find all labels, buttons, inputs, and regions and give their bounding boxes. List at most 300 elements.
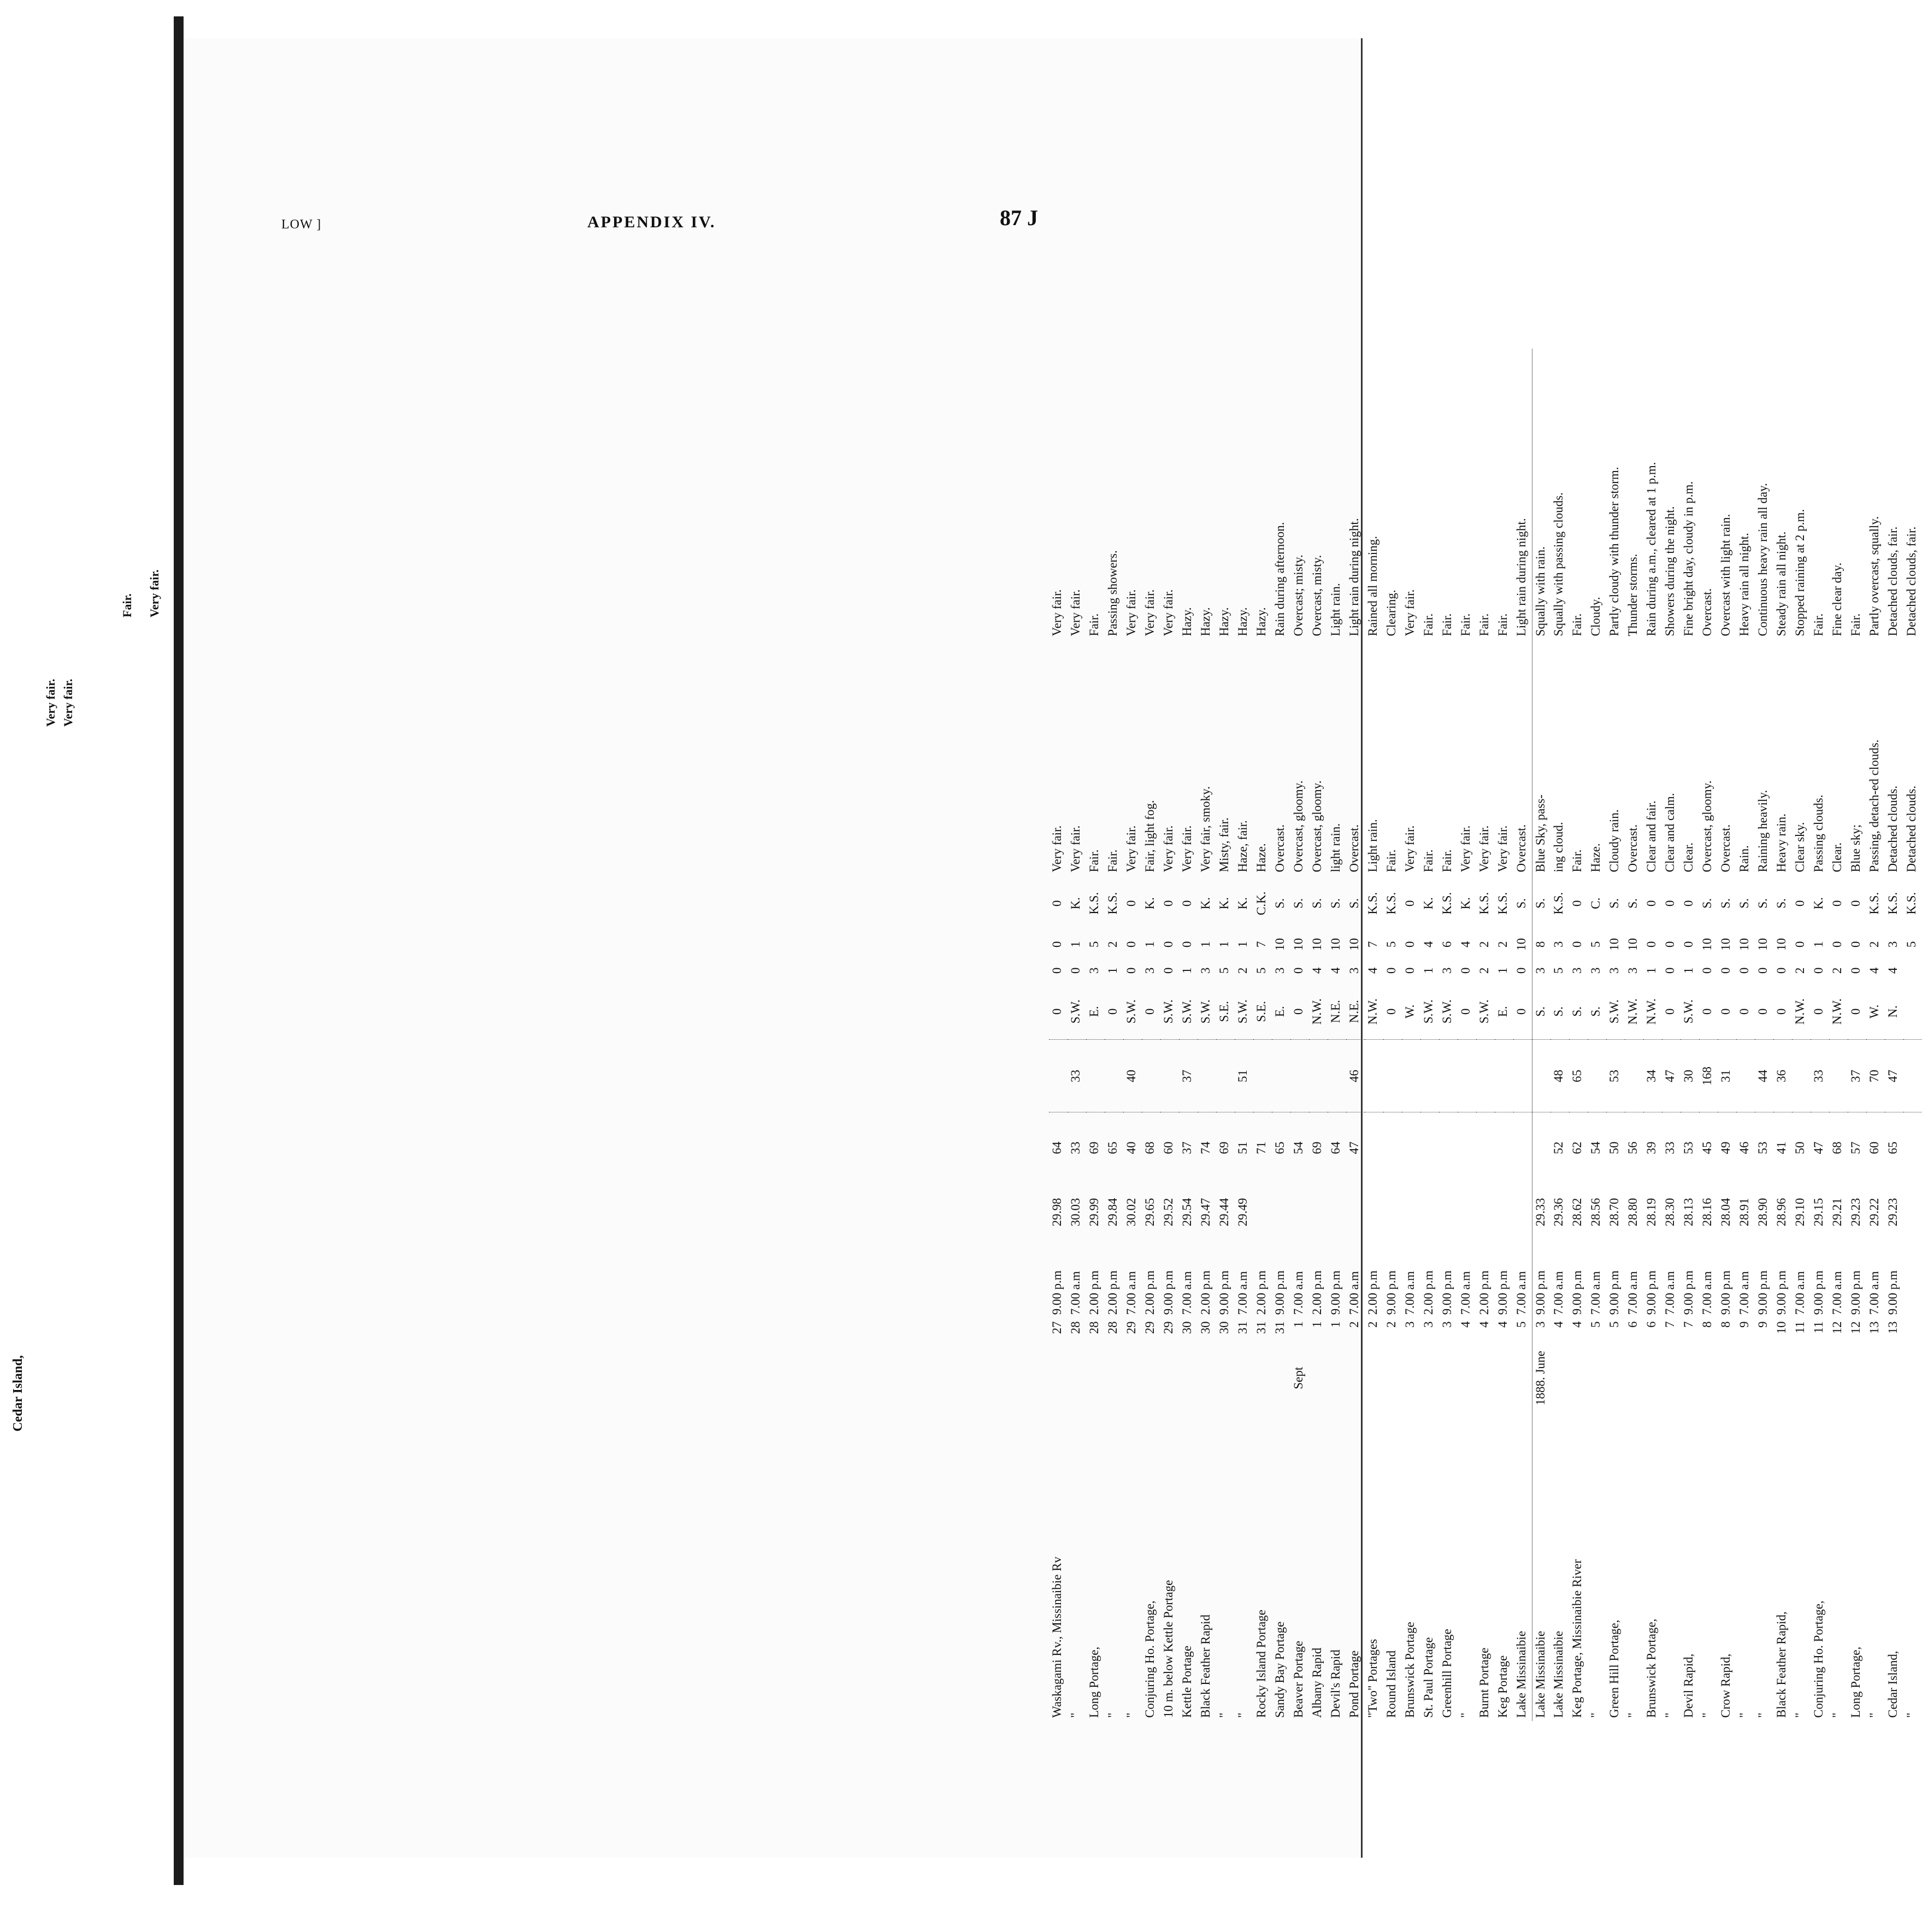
cell-time: 7.00 a.m xyxy=(1069,1271,1082,1315)
cell-barometer xyxy=(1476,1157,1495,1229)
cell-month xyxy=(1606,1347,1625,1409)
cell-wind-direction: S. xyxy=(1589,1006,1602,1017)
cell-cloud-form: K.S. xyxy=(1552,892,1565,915)
cell-month xyxy=(1569,1347,1588,1409)
cell-month xyxy=(1179,1347,1198,1409)
cell-time: 7.00 a.m xyxy=(1514,1271,1528,1315)
cell-day: 2 xyxy=(1366,1321,1379,1328)
cell-barometer: 29.36 xyxy=(1552,1198,1565,1227)
cell-cloud-amount: 3 xyxy=(1886,941,1900,948)
cell-wind-direction: S.W. xyxy=(1422,999,1435,1024)
cell-cloud-amount: 10 xyxy=(1292,938,1305,951)
cell-wind-force: 1 xyxy=(1422,967,1435,974)
cell-barometer xyxy=(1290,1157,1309,1229)
cell-temperature: 41 xyxy=(1774,1141,1788,1155)
cell-day: 10 xyxy=(1774,1321,1788,1334)
cell-temperature xyxy=(1903,1112,1922,1158)
cell-weather-remark: Detached clouds. xyxy=(1886,785,1900,873)
cell-wind-direction: 0 xyxy=(1106,1008,1119,1015)
cell-temperature-2: 44 xyxy=(1755,1040,1773,1112)
cell-wind-force: 5 xyxy=(1254,967,1268,974)
cell-cloud-amount: 10 xyxy=(1607,938,1621,951)
cell-barometer: 28.16 xyxy=(1700,1198,1714,1227)
cell-general-remark: Squally with rain. xyxy=(1532,349,1550,639)
cell-day: 31 xyxy=(1254,1321,1268,1334)
cell-day: 1 xyxy=(1329,1321,1342,1328)
cell-place: Beaver Portage xyxy=(1292,1640,1305,1718)
cell-temperature: 62 xyxy=(1570,1141,1584,1155)
cell-temperature-2: 51 xyxy=(1235,1040,1253,1112)
cell-temperature-2 xyxy=(1532,1040,1550,1112)
cell-month xyxy=(1792,1347,1811,1409)
cell-general-remark: Fair. xyxy=(1459,613,1472,637)
cell-month xyxy=(1811,1347,1829,1409)
cell-barometer: 29.84 xyxy=(1106,1198,1119,1227)
cell-weather-remark: Overcast. xyxy=(1514,824,1528,873)
cell-temperature-2 xyxy=(1290,1040,1309,1112)
cell-cloud-amount: 10 xyxy=(1329,938,1342,951)
cell-temperature: 50 xyxy=(1793,1141,1807,1155)
cell-day: 3 xyxy=(1440,1321,1454,1328)
cell-barometer: 28.80 xyxy=(1626,1198,1640,1227)
cell-place: " xyxy=(1793,1712,1807,1718)
cell-wind-direction: E. xyxy=(1273,1006,1287,1017)
cell-cloud-form: K.S. xyxy=(1440,892,1454,915)
cell-day: 8 xyxy=(1700,1321,1714,1328)
cell-general-remark: Overcast with light rain. xyxy=(1719,514,1732,637)
cell-temperature: 47 xyxy=(1347,1141,1361,1155)
cell-barometer xyxy=(1513,1157,1532,1229)
cell-cloud-form: K. xyxy=(1217,897,1231,910)
cell-temperature: 65 xyxy=(1886,1141,1900,1155)
table-row xyxy=(1532,349,1550,1721)
table-row xyxy=(1160,349,1179,1721)
cell-temperature: 33 xyxy=(1663,1141,1677,1155)
cell-month xyxy=(1105,1347,1123,1409)
cell-weather-remark: Fair. xyxy=(1422,849,1435,873)
cell-day: 27 xyxy=(1050,1321,1064,1334)
cell-barometer: 29.54 xyxy=(1180,1198,1194,1227)
cell-temperature: 65 xyxy=(1273,1141,1287,1155)
cell-temperature-2 xyxy=(1476,1040,1495,1112)
cell-time: 2.00 p.m xyxy=(1087,1270,1101,1315)
cell-day: 30 xyxy=(1180,1321,1194,1334)
table-row xyxy=(1792,349,1811,1721)
cell-general-remark: Very fair. xyxy=(1403,589,1417,637)
cell-day: 2 xyxy=(1347,1321,1361,1328)
cell-weather-remark: Overcast, gloomy. xyxy=(1700,780,1714,873)
cell-cloud-amount: 10 xyxy=(1514,938,1528,951)
cell-day: 9 xyxy=(1737,1321,1751,1328)
cell-month: Sept xyxy=(1292,1366,1305,1389)
cell-general-remark: Light rain during night. xyxy=(1514,518,1528,637)
cell-day: 29 xyxy=(1162,1321,1175,1334)
cell-weather-remark: Very fair. xyxy=(1050,825,1064,873)
cell-barometer: 30.02 xyxy=(1124,1198,1138,1227)
cell-wind-force: 0 xyxy=(1849,967,1862,974)
weather-table-body xyxy=(1049,349,1922,1721)
table-row xyxy=(1049,349,1068,1721)
cell-month xyxy=(1235,1347,1253,1409)
cell-wind-force: 3 xyxy=(1199,967,1212,974)
cell-wind-direction: W. xyxy=(1867,1004,1881,1019)
cell-place: Conjuring Ho. Portage, xyxy=(1812,1600,1825,1718)
cell-place: Keg Portage, Missinaibie River xyxy=(1570,1559,1584,1718)
cell-barometer: 28.56 xyxy=(1589,1198,1602,1227)
table-row xyxy=(1272,349,1290,1721)
cell-day: 5 xyxy=(1607,1321,1621,1328)
cell-cloud-form: S. xyxy=(1347,898,1361,909)
cell-wind-direction: S. xyxy=(1570,1006,1584,1017)
table-row xyxy=(1699,349,1718,1721)
cell-temperature-2 xyxy=(1625,1040,1643,1112)
cell-general-remark: Clearing. xyxy=(1384,590,1398,637)
cell-cloud-form: K. xyxy=(1812,897,1825,910)
cell-general-remark: Fair. xyxy=(1087,613,1101,637)
cell-weather-remark: Clear and fair. xyxy=(1644,800,1658,873)
cell-day: 2 xyxy=(1384,1321,1398,1328)
cell-temperature: 37 xyxy=(1180,1141,1194,1155)
cell-cloud-form: C.K. xyxy=(1254,891,1268,916)
cell-wind-direction: N.W. xyxy=(1310,998,1324,1025)
cell-temperature xyxy=(1495,1112,1513,1158)
cell-month xyxy=(1699,1347,1718,1409)
cell-wind-direction: 0 xyxy=(1459,1008,1472,1015)
cell-wind-force: 4 xyxy=(1329,967,1342,974)
cell-day: 28 xyxy=(1087,1321,1101,1334)
cell-cloud-amount: 10 xyxy=(1347,938,1361,951)
cell-temperature-2 xyxy=(1253,1040,1272,1112)
cell-weather-remark: Fair. xyxy=(1384,849,1398,873)
cell-wind-force: 0 xyxy=(1292,967,1305,974)
cell-day: 9 xyxy=(1756,1321,1770,1328)
cell-temperature: 33 xyxy=(1069,1141,1082,1155)
cell-cloud-amount: 10 xyxy=(1626,938,1640,951)
cell-cloud-form: K.S. xyxy=(1496,892,1510,915)
cell-weather-remark: Cloudy rain. xyxy=(1607,809,1621,873)
cell-wind-force: 5 xyxy=(1552,967,1565,974)
cell-barometer: 28.90 xyxy=(1756,1198,1770,1227)
cell-wind-direction: S.E. xyxy=(1254,1001,1268,1022)
cell-wind-direction: 0 xyxy=(1719,1008,1732,1015)
cell-day: 31 xyxy=(1273,1321,1287,1334)
table-row xyxy=(1848,349,1866,1721)
cell-cloud-form: K.S. xyxy=(1384,892,1398,915)
cell-barometer xyxy=(1420,1157,1439,1229)
table-row xyxy=(1309,349,1328,1721)
page-title: APPENDIX IV. xyxy=(587,213,716,231)
cell-cloud-amount: 6 xyxy=(1440,941,1454,948)
cell-cloud-form: K.S. xyxy=(1366,892,1379,915)
cell-barometer: 29.21 xyxy=(1830,1198,1844,1227)
cell-day: 4 xyxy=(1570,1321,1584,1328)
cell-temperature: 49 xyxy=(1719,1141,1732,1155)
cell-day: 11 xyxy=(1793,1321,1807,1334)
cell-wind-force: 2 xyxy=(1793,967,1807,974)
cell-general-remark: Rain during a.m., cleared at 1 p.m. xyxy=(1644,462,1658,637)
cell-place: Crow Rapid, xyxy=(1719,1653,1732,1718)
cell-time: 9.00 p.m xyxy=(1329,1270,1342,1315)
table-row xyxy=(1290,349,1309,1721)
cell-wind-force: 1 xyxy=(1180,967,1194,974)
cell-wind-direction: N.E. xyxy=(1329,1000,1342,1023)
cell-day: 28 xyxy=(1106,1321,1119,1334)
cell-temperature-2: 65 xyxy=(1569,1040,1588,1112)
cell-wind-force: 3 xyxy=(1589,967,1602,974)
cell-temperature-2: 47 xyxy=(1662,1040,1681,1112)
table-row xyxy=(1811,349,1829,1721)
cell-time: 9.00 p.m xyxy=(1644,1270,1658,1315)
cell-month xyxy=(1736,1347,1755,1409)
cell-cloud-amount: 0 xyxy=(1793,941,1807,948)
cell-general-remark: Stopped raining at 2 p.m. xyxy=(1793,509,1807,637)
cell-weather-remark: Very fair. xyxy=(1124,825,1138,873)
cell-cloud-form: 0 xyxy=(1830,900,1844,907)
cell-temperature: 53 xyxy=(1756,1141,1770,1155)
cell-temperature-2 xyxy=(1402,1040,1420,1112)
cell-barometer xyxy=(1328,1157,1346,1229)
cell-weather-remark: Overcast. xyxy=(1719,824,1732,873)
cell-day: 5 xyxy=(1589,1321,1602,1328)
cell-wind-force: 0 xyxy=(1124,967,1138,974)
cell-time: 9.00 p.m xyxy=(1682,1270,1695,1315)
cell-temperature-2 xyxy=(1383,1040,1402,1112)
cell-cloud-amount: 1 xyxy=(1199,941,1212,948)
cell-cloud-amount: 1 xyxy=(1217,941,1231,948)
cell-general-remark: Rain during afternoon. xyxy=(1273,522,1287,637)
cell-day: 3 xyxy=(1403,1321,1417,1328)
cell-cloud-form: C. xyxy=(1589,897,1602,909)
cell-time: 9.00 p.m xyxy=(1719,1270,1732,1315)
table-row xyxy=(1253,349,1272,1721)
cell-month xyxy=(1086,1347,1105,1409)
table-row xyxy=(1829,349,1848,1721)
cell-general-remark: Thunder storms. xyxy=(1626,553,1640,637)
cell-wind-direction: S.E. xyxy=(1217,1001,1231,1022)
cell-place: Rocky Island Portage xyxy=(1254,1609,1268,1718)
cell-general-remark: Overcast, misty. xyxy=(1310,555,1324,637)
cell-general-remark: Continuous heavy rain all day. xyxy=(1756,483,1770,637)
table-row xyxy=(1328,349,1346,1721)
cell-day: 30 xyxy=(1217,1321,1231,1334)
cell-temperature-2 xyxy=(1588,1040,1606,1112)
cell-general-remark: Hazy. xyxy=(1199,607,1212,637)
cell-weather-remark: Heavy rain. xyxy=(1774,814,1788,873)
cell-time: 2.00 p.m xyxy=(1310,1270,1324,1315)
cell-general-remark: Very fair. xyxy=(1143,589,1157,637)
cell-cloud-amount: 10 xyxy=(1700,938,1714,951)
cell-weather-remark: Very fair. xyxy=(1403,825,1417,873)
cell-cloud-form: 0 xyxy=(1050,900,1064,907)
cell-day: 28 xyxy=(1069,1321,1082,1334)
cell-barometer: 29.99 xyxy=(1087,1198,1101,1227)
cell-cloud-amount: 0 xyxy=(1180,941,1194,948)
cell-barometer: 28.13 xyxy=(1682,1198,1695,1227)
cell-month xyxy=(1346,1347,1365,1409)
cell-barometer xyxy=(1253,1157,1272,1229)
cell-general-remark: Very fair. xyxy=(1124,589,1138,637)
cell-temperature-2 xyxy=(1792,1040,1811,1112)
table-row xyxy=(1513,349,1532,1721)
cell-place: Brunswick Portage, xyxy=(1644,1618,1658,1718)
cell-temperature-2: 34 xyxy=(1643,1040,1662,1112)
left-page-text-3: Very fair. xyxy=(61,679,75,727)
cell-month xyxy=(1550,1347,1569,1409)
cell-wind-force: 1 xyxy=(1644,967,1658,974)
cell-temperature-2 xyxy=(1420,1040,1439,1112)
cell-cloud-amount: 10 xyxy=(1719,938,1732,951)
cell-temperature-2 xyxy=(1736,1040,1755,1112)
cell-time: 7.00 a.m xyxy=(1626,1271,1640,1315)
cell-temperature: 60 xyxy=(1162,1141,1175,1155)
cell-cloud-amount: 0 xyxy=(1830,941,1844,948)
cell-time: 7.00 a.m xyxy=(1830,1271,1844,1315)
table-row xyxy=(1420,349,1439,1721)
cell-place: Pond Portage xyxy=(1347,1650,1361,1718)
cell-weather-remark: Overcast. xyxy=(1347,824,1361,873)
cell-temperature: 56 xyxy=(1626,1141,1640,1155)
cell-time: 7.00 a.m xyxy=(1552,1271,1565,1315)
cell-month xyxy=(1068,1347,1086,1409)
cell-place: 10 m. below Kettle Portage xyxy=(1162,1580,1175,1718)
cell-cloud-amount: 0 xyxy=(1162,941,1175,948)
cell-wind-force: 3 xyxy=(1087,967,1101,974)
left-page-text-5: Very fair. xyxy=(148,569,161,617)
cell-general-remark: Fair. xyxy=(1422,613,1435,637)
cell-wind-force: 3 xyxy=(1347,967,1361,974)
cell-temperature-2 xyxy=(1216,1040,1235,1112)
cell-time: 7.00 a.m xyxy=(1793,1271,1807,1315)
table-row xyxy=(1216,349,1235,1721)
cell-month xyxy=(1773,1347,1792,1409)
cell-temperature: 68 xyxy=(1830,1141,1844,1155)
cell-cloud-form: K.S. xyxy=(1477,892,1491,915)
cell-general-remark: Steady rain all night. xyxy=(1774,531,1788,637)
cell-cloud-form: K.S. xyxy=(1867,892,1881,915)
cell-cloud-amount: 10 xyxy=(1756,938,1770,951)
table-row xyxy=(1773,349,1792,1721)
cell-weather-remark: Raining heavily. xyxy=(1756,790,1770,873)
cell-weather-remark: Clear. xyxy=(1830,843,1844,873)
cell-place: Greenhill Portage xyxy=(1440,1629,1454,1718)
cell-barometer: 29.15 xyxy=(1812,1198,1825,1227)
cell-wind-direction: N.W. xyxy=(1644,998,1658,1025)
cell-temperature-2 xyxy=(1829,1040,1848,1112)
cell-month xyxy=(1439,1347,1458,1409)
cell-day: 7 xyxy=(1682,1321,1695,1328)
cell-month xyxy=(1383,1347,1402,1409)
cell-barometer: 28.62 xyxy=(1570,1198,1584,1227)
cell-weather-remark: Very fair. xyxy=(1069,825,1082,873)
cell-month xyxy=(1420,1347,1439,1409)
cell-weather-remark: Overcast, gloomy. xyxy=(1292,780,1305,873)
cell-wind-direction: S.W. xyxy=(1236,999,1249,1024)
cell-cloud-form: S. xyxy=(1719,898,1732,909)
cell-wind-force: 3 xyxy=(1626,967,1640,974)
cell-weather-remark: Overcast. xyxy=(1626,824,1640,873)
cell-temperature xyxy=(1513,1112,1532,1158)
cell-cloud-form: S. xyxy=(1514,898,1528,909)
cell-time: 9.00 p.m xyxy=(1812,1270,1825,1315)
cell-temperature: 69 xyxy=(1310,1141,1324,1155)
cell-cloud-form: S. xyxy=(1273,898,1287,909)
cell-general-remark: Very fair. xyxy=(1050,589,1064,637)
cell-temperature: 64 xyxy=(1050,1141,1064,1155)
cell-cloud-form: S. xyxy=(1607,898,1621,909)
cell-cloud-form: K. xyxy=(1236,897,1249,910)
cell-day: 5 xyxy=(1514,1321,1528,1328)
cell-time: 2.00 p.m xyxy=(1366,1270,1379,1315)
cell-cloud-amount: 8 xyxy=(1532,931,1550,957)
table-row xyxy=(1736,349,1755,1721)
cell-place: Long Portage, xyxy=(1087,1646,1101,1718)
cell-wind-direction: S.W. xyxy=(1682,999,1695,1024)
cell-temperature-2: 37 xyxy=(1179,1040,1198,1112)
table-row xyxy=(1365,349,1383,1721)
cell-temperature: 68 xyxy=(1143,1141,1157,1155)
cell-month xyxy=(1309,1347,1328,1409)
cell-wind-direction: 0 xyxy=(1756,1008,1770,1015)
table-row xyxy=(1383,349,1402,1721)
cell-wind-force: 3 xyxy=(1273,967,1287,974)
cell-wind-force: 1 xyxy=(1106,967,1119,974)
cell-barometer: 29.98 xyxy=(1050,1198,1064,1227)
cell-barometer: 29.33 xyxy=(1532,1157,1550,1229)
cell-cloud-amount: 3 xyxy=(1552,941,1565,948)
cell-place: " xyxy=(1737,1712,1751,1718)
cell-weather-remark: Overcast. xyxy=(1273,824,1287,873)
cell-cloud-form: S. xyxy=(1756,898,1770,909)
cell-temperature-2: 53 xyxy=(1606,1040,1625,1112)
cell-barometer xyxy=(1346,1157,1365,1229)
cell-temperature-2: 168 xyxy=(1699,1040,1718,1112)
cell-weather-remark: Blue sky; xyxy=(1849,824,1862,873)
cell-cloud-form: K.S. xyxy=(1905,892,1918,915)
cell-barometer xyxy=(1272,1157,1290,1229)
cell-temperature-2 xyxy=(1513,1040,1532,1112)
cell-day: 1 xyxy=(1310,1321,1324,1328)
cell-temperature-2 xyxy=(1049,1040,1068,1112)
cell-time: 7.00 a.m xyxy=(1236,1271,1249,1315)
cell-temperature xyxy=(1439,1112,1458,1158)
cell-month xyxy=(1866,1347,1885,1409)
cell-place: St. Paul Portage xyxy=(1422,1637,1435,1718)
cell-wind-direction: S.W. xyxy=(1180,999,1194,1024)
cell-cloud-form: 0 xyxy=(1793,900,1807,907)
cell-cloud-amount: 1 xyxy=(1812,941,1825,948)
cell-barometer xyxy=(1309,1157,1328,1229)
cell-temperature-2 xyxy=(1086,1040,1105,1112)
cell-day: 4 xyxy=(1496,1321,1510,1328)
cell-place: " xyxy=(1626,1712,1640,1718)
cell-barometer: 29.22 xyxy=(1867,1198,1881,1227)
cell-temperature-2 xyxy=(1365,1040,1383,1112)
cell-time: 7.00 a.m xyxy=(1124,1271,1138,1315)
cell-month xyxy=(1588,1347,1606,1409)
cell-cloud-form: S. xyxy=(1737,898,1751,909)
cell-cloud-amount: 4 xyxy=(1422,941,1435,948)
cell-general-remark: Rained all morning. xyxy=(1366,536,1379,637)
cell-weather-remark: light rain. xyxy=(1329,823,1342,873)
cell-wind-direction: E. xyxy=(1087,1006,1101,1017)
cell-temperature-2: 37 xyxy=(1848,1040,1866,1112)
cell-cloud-form: K. xyxy=(1069,897,1082,910)
cell-cloud-amount: 2 xyxy=(1106,941,1119,948)
cell-weather-remark: Haze. xyxy=(1589,843,1602,873)
cell-place: Devil Rapid, xyxy=(1682,1653,1695,1718)
cell-time: 9.00 p.m xyxy=(1849,1270,1862,1315)
cell-wind-direction: N. xyxy=(1886,1005,1900,1018)
